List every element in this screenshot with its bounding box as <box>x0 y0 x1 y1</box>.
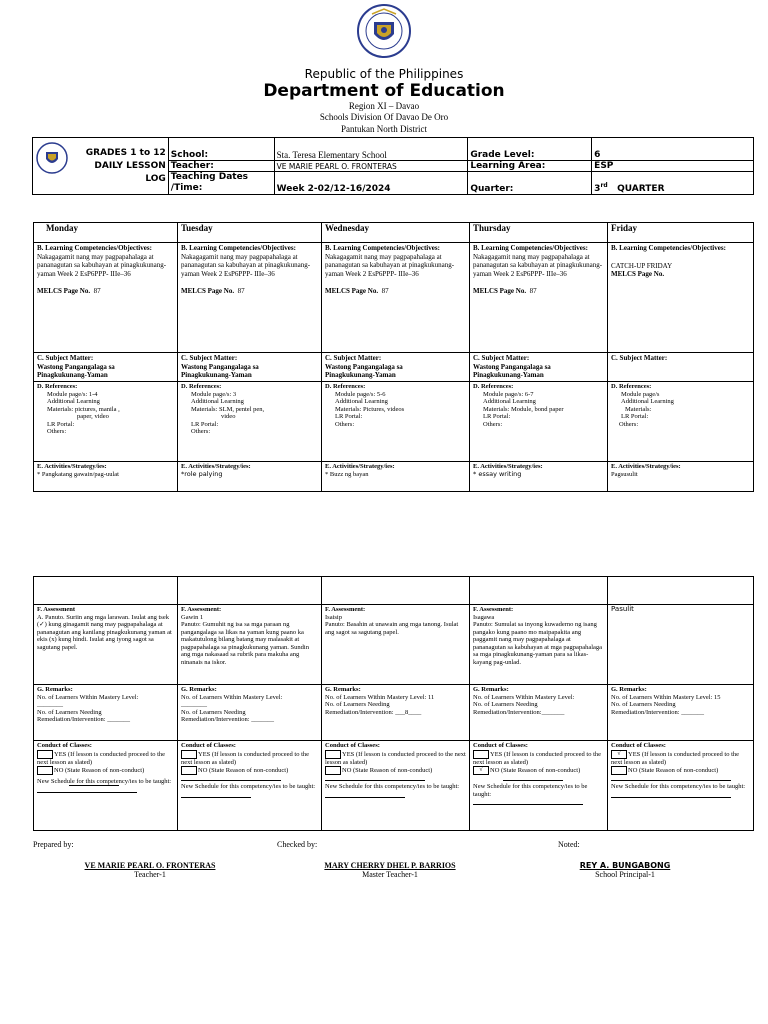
assessment-thursday-title: Isagawa <box>473 613 495 621</box>
checked-by-signature <box>300 861 480 879</box>
yes-checkbox[interactable] <box>37 750 53 759</box>
yes-option: YES (If lesson is conducted proceed to the next lesson as slated) <box>611 750 740 766</box>
mastery-label: No. of Learners Within Mastery Level: <box>37 693 139 701</box>
noted-by-signature <box>560 861 690 879</box>
activities-label: E. Activities/Strategy/ies: <box>181 463 251 470</box>
module-pages-thursday: 6-7 <box>524 390 534 398</box>
region-line: Region XI – Davao <box>348 101 420 111</box>
references-label: D. References: <box>37 383 78 390</box>
grade-level-label: Grade Level: <box>468 138 592 161</box>
activities-cell-friday <box>608 462 754 492</box>
references-label: D. References: <box>325 383 366 390</box>
melcs-label: MELCS Page No. <box>181 287 235 296</box>
no-option: NO (State Reason of non-conduct) <box>342 766 433 774</box>
conduct-label: Conduct of Classes: <box>473 742 528 749</box>
remarks-label: G. Remarks: <box>37 686 73 693</box>
teacher-label: Teacher: <box>168 161 274 172</box>
assessment-cell-friday <box>608 605 754 685</box>
schedule-line[interactable] <box>503 775 563 781</box>
objectives-text: Nakagagamit nang may pagpapahalaga at pananagutan sa kabuhayan at pinagkukunang-yaman Week 2 EsP6PPP- IIIe–36 <box>473 252 603 278</box>
activity-thursday: * essay writing <box>473 469 522 478</box>
activities-cell-tuesday <box>178 462 322 492</box>
references-label: D. References: <box>181 383 222 390</box>
melcs-page: 87 <box>529 287 537 296</box>
check-mark: √ <box>617 750 621 757</box>
materials-friday: Materials: <box>625 405 652 413</box>
others: Others: <box>619 420 639 428</box>
dll-title-line3: LOG <box>145 174 166 184</box>
module-prefix: Module page/s: <box>47 390 88 398</box>
no-option: NO (State Reason of non-conduct) <box>198 766 289 774</box>
materials-monday-line2: paper, <box>77 413 93 420</box>
no-checkbox[interactable] <box>325 766 341 775</box>
day-header-thursday: Thursday <box>470 223 608 243</box>
module-prefix: Module page/s: <box>483 390 524 398</box>
remarks-cell-wednesday <box>322 685 470 741</box>
grade-level-value: 6 <box>592 138 754 161</box>
melcs-label: MELCS Page No. <box>325 287 379 296</box>
assessment-thursday: Panuto: Sumulat sa inyong kuwaderno ng isang pangako kung paano mo maipapakita ang paggamit nang may pagpapahalaga at pananagutan sa kabuhayan at mga pagpapahalaga sa mga pinagkukunang-yaman para sa likas-kayang pag-unlad. <box>473 621 603 666</box>
quarter-value <box>592 172 754 195</box>
activities-cell-wednesday <box>322 462 470 492</box>
schedule-line[interactable] <box>611 791 731 798</box>
learning-area-value: ESP <box>592 161 754 172</box>
remarks-cell-thursday <box>470 685 608 741</box>
assessment-cell-tuesday <box>178 605 322 685</box>
assessment-tuesday: Panuto: Gumuhit ng isa sa mga paraan ng pangangalaga sa likas na yaman kung paano ka makatutulong bilang batang may malasakit at pagpapahalaga sa pinagkukunang yaman. Sundin ang mga nakasaad sa rubrik para makuha ang ninanais na iskor. <box>181 621 309 666</box>
yes-option: YES (If lesson is conducted proceed to the next lesson as slated) <box>325 750 466 766</box>
activities-label: E. Activities/Strategy/ies: <box>611 463 681 470</box>
blank-cell <box>34 577 178 605</box>
conduct-cell-wednesday <box>322 741 470 831</box>
subject-cell-thursday <box>470 353 608 382</box>
friday-module: Module page/s <box>621 390 660 398</box>
module-prefix: Module page/s: <box>191 390 232 398</box>
subject-line1: Wastong Pangangalaga sa <box>325 362 403 371</box>
mastery-label: No. of Learners Within Mastery Level: <box>325 693 427 701</box>
schedule-line[interactable] <box>325 775 425 781</box>
new-schedule: New Schedule for this competency/ies to be taught: <box>325 783 460 790</box>
deped-small-seal-logo <box>36 142 68 174</box>
lr-portal: LR Portal: <box>621 413 649 420</box>
conduct-cell-thursday <box>470 741 608 831</box>
schedule-line[interactable] <box>181 775 281 781</box>
quarter-word: QUARTER <box>617 184 665 194</box>
no-checkbox[interactable] <box>37 766 53 775</box>
objectives-cell-thursday <box>470 243 608 353</box>
others: Others: <box>483 420 503 428</box>
no-option: NO (State Reason of non-conduct) <box>628 766 719 774</box>
assessment-label: F. Assessment: <box>325 606 366 613</box>
remarks-cell-tuesday <box>178 685 322 741</box>
subject-label: C. Subject Matter: <box>37 354 94 362</box>
blank-cell <box>178 577 322 605</box>
dll-title-cell <box>33 138 169 195</box>
remediation-label: Remediation/Intervention: <box>37 716 106 723</box>
division-line: Schools Division Of Davao De Oro <box>319 112 449 122</box>
assessment-label: F. Assessment: <box>181 606 222 613</box>
lesson-info-table <box>32 137 754 195</box>
remarks-cell-friday <box>608 685 754 741</box>
prepared-by-label: Prepared by: <box>33 840 74 849</box>
subject-line1: Wastong Pangangalaga sa <box>37 362 115 371</box>
daily-lesson-table-bottom <box>33 576 754 831</box>
subject-line1: Wastong Pangangalaga sa <box>181 362 259 371</box>
subject-cell-friday <box>608 353 754 382</box>
checked-by-label: Checked by: <box>277 840 318 849</box>
objectives-cell-friday <box>608 243 754 353</box>
lr-portal: LR Portal: <box>47 420 75 428</box>
activity-friday: Pagsusulit <box>611 470 638 478</box>
check-mark: √ <box>479 767 483 773</box>
daily-lesson-table-top <box>33 222 754 492</box>
mastery-blank: ________ <box>37 701 63 708</box>
yes-checkbox[interactable] <box>181 750 197 759</box>
additional-learning: Additional Learning <box>335 398 388 405</box>
school-label: School: <box>168 138 274 161</box>
no-option: NO (State Reason of non-conduct) <box>54 766 145 774</box>
prepared-by-signature <box>60 861 240 879</box>
prepared-by-title: Teacher-1 <box>134 870 166 879</box>
materials-monday-line3: video <box>94 413 109 420</box>
lr-portal: LR Portal: <box>483 413 511 420</box>
materials-monday: Materials: pictures, manila , <box>47 405 120 413</box>
schedule-line[interactable] <box>181 791 251 798</box>
remediation-blank: _______ <box>107 716 130 723</box>
remediation-label: Remediation/Intervention: <box>325 708 394 716</box>
activity-tuesday: *role palying <box>181 469 223 478</box>
remarks-label: G. Remarks: <box>473 686 509 693</box>
quarter-number: 3 <box>594 184 601 194</box>
objectives-text: Nakagagamit nang may pagpapahalaga at pananagutan sa kabuhayan at pinagkukunang-yaman Week 2 EsP6PPP- IIIe–36 <box>325 252 455 278</box>
blank-cell <box>322 577 470 605</box>
assessment-friday: Pasulit <box>611 605 634 613</box>
module-pages-monday: 1-4 <box>88 390 98 398</box>
materials-tuesday: Materials: SLM, pentel pen, <box>191 405 265 413</box>
no-checkbox[interactable] <box>611 766 627 775</box>
mastery-value-wednesday: 11 <box>428 693 435 701</box>
assessment-cell-wednesday <box>322 605 470 685</box>
remediation-blank: _______ <box>681 708 704 716</box>
assessment-wednesday-title: Isaisip <box>325 613 342 621</box>
subject-line2: Pinagkukunang-Yaman <box>37 371 108 380</box>
dll-title-line2: DAILY LESSON <box>94 161 166 171</box>
department-heading: Department of Education <box>263 81 505 101</box>
assessment-label: F. Assessment: <box>473 606 514 613</box>
assessment-cell-monday <box>34 605 178 685</box>
assessment-tuesday-title: Gawin 1 <box>181 613 204 621</box>
schedule-line[interactable] <box>325 791 405 798</box>
schedule-line[interactable] <box>611 775 731 781</box>
references-cell-wednesday <box>322 382 470 462</box>
mastery-value-friday: 15 <box>714 693 721 701</box>
subject-line2: Pinagkukunang-Yaman <box>181 371 252 380</box>
references-label: D. References: <box>611 383 652 390</box>
mastery-blank: ________ <box>181 701 207 708</box>
melcs-label: MELCS Page No. <box>611 270 665 279</box>
objectives-cell-tuesday <box>178 243 322 353</box>
references-label: D. References: <box>473 383 514 390</box>
day-header-tuesday: Tuesday <box>178 223 322 243</box>
conduct-label: Conduct of Classes: <box>181 742 236 749</box>
teaching-dates-value: Week 2-02/12-16/2024 <box>274 172 468 195</box>
new-schedule: New Schedule for this competency/ies to be taught: <box>181 783 316 790</box>
subject-label: C. Subject Matter: <box>181 354 238 362</box>
module-prefix: Module page/s: <box>335 390 376 398</box>
remediation-value-wednesday: ___8____ <box>395 708 422 716</box>
assessment-wednesday: Panuto: Basahin at unawain ang mga tanong. Isulat ang sagot sa sagutang papel. <box>325 621 459 636</box>
objectives-label: B. Learning Competencies/Objectives: <box>37 244 152 252</box>
mastery-label: No. of Learners Within Mastery Level: <box>181 693 283 701</box>
remediation-label: Remediation/Intervention: <box>611 708 680 716</box>
subject-label: C. Subject Matter: <box>473 354 530 362</box>
no-checkbox[interactable] <box>181 766 197 775</box>
schedule-line[interactable] <box>473 798 583 805</box>
quarter-label: Quarter: <box>468 172 592 195</box>
dll-title-line1: GRADES 1 to 12 <box>85 148 166 158</box>
remediation-label: Remediation/Intervention: <box>473 708 542 716</box>
day-header-wednesday: Wednesday <box>322 223 470 243</box>
learning-area-label: Learning Area: <box>468 161 592 172</box>
teaching-dates-label <box>168 172 274 195</box>
conduct-label: Conduct of Classes: <box>325 742 380 749</box>
needing-label: No. of Learners Needing <box>611 701 676 708</box>
references-cell-tuesday <box>178 382 322 462</box>
teaching-dates-label-line2: /Time: <box>170 183 203 193</box>
objectives-cell-wednesday <box>322 243 470 353</box>
activities-cell-monday <box>34 462 178 492</box>
materials-thursday: Materials: Module, bond paper <box>483 405 564 413</box>
activities-label: E. Activities/Strategy/ies: <box>325 463 395 470</box>
new-schedule: New Schedule for this competency/ies to be taught: <box>473 783 588 798</box>
materials-wednesday: Materials: Pictures, videos <box>335 405 405 413</box>
conduct-cell-friday <box>608 741 754 831</box>
objectives-label: B. Learning Competencies/Objectives: <box>325 244 440 252</box>
subject-line2: Pinagkukunang-Yaman <box>325 371 396 380</box>
subject-cell-tuesday <box>178 353 322 382</box>
blank-cell <box>470 577 608 605</box>
conduct-cell-monday <box>34 741 178 831</box>
activities-cell-thursday <box>470 462 608 492</box>
melcs-page: 87 <box>237 287 245 296</box>
assessment-cell-thursday <box>470 605 608 685</box>
additional-learning: Additional Learning <box>47 398 100 405</box>
yes-option: YES (If lesson is conducted proceed to the next lesson as slated) <box>181 750 310 766</box>
activities-label: E. Activities/Strategy/ies: <box>473 463 543 470</box>
remediation-blank: _______ <box>541 708 565 716</box>
mastery-label: No. of Learners Within Mastery Level: <box>611 693 713 701</box>
checked-by-title: Master Teacher-1 <box>362 870 418 879</box>
day-header-friday: Friday <box>608 223 754 243</box>
school-value: Sta. Teresa Elementary School <box>274 138 468 161</box>
day-header-monday: Monday <box>34 223 178 243</box>
remarks-label: G. Remarks: <box>325 686 361 693</box>
objectives-label: B. Learning Competencies/Objectives: <box>611 244 726 252</box>
new-schedule: New Schedule for this competency/ies to be taught: <box>611 783 746 790</box>
quarter-suffix: rd <box>600 182 608 189</box>
yes-checkbox-checked[interactable] <box>611 750 627 759</box>
activity-monday: * Pangkatang gawain/pag-uulat <box>37 470 119 478</box>
noted-label: Noted: <box>558 840 580 849</box>
subject-label: C. Subject Matter: <box>325 354 382 362</box>
lr-portal: LR Portal: <box>191 420 219 428</box>
additional-learning: Additional Learning <box>191 398 244 405</box>
mastery-label: No. of Learners Within Mastery Level: <box>473 693 575 701</box>
teacher-value: VE MARIE PEARL O. FRONTERAS <box>274 161 468 172</box>
yes-checkbox[interactable] <box>473 750 489 759</box>
needing-label: No. of Learners Needing <box>473 701 538 708</box>
conduct-label: Conduct of Classes: <box>37 742 92 749</box>
objectives-text: Nakagagamit nang may pagpapahalaga at pananagutan sa kabuhayan at pinagkukunang-yaman Week 2 EsP6PPP- IIIe–36 <box>181 252 311 278</box>
remarks-label: G. Remarks: <box>611 686 647 693</box>
activity-wednesday: * Buzz ng bayan <box>325 470 369 478</box>
needing-label: No. of Learners Needing <box>37 708 102 716</box>
new-schedule: New Schedule for this competency/ies to be taught: <box>37 778 172 785</box>
melcs-page: 87 <box>381 287 389 296</box>
others: Others: <box>191 428 211 435</box>
remarks-cell-monday <box>34 685 178 741</box>
yes-checkbox[interactable] <box>325 750 341 759</box>
others: Others: <box>47 428 67 435</box>
objectives-cell-monday <box>34 243 178 353</box>
others: Others: <box>335 420 355 428</box>
remediation-blank: _______ <box>251 716 274 723</box>
objectives-label: B. Learning Competencies/Objectives: <box>473 244 588 252</box>
blank-cell <box>608 577 754 605</box>
subject-line2: Pinagkukunang-Yaman <box>473 371 544 380</box>
subject-line1: Wastong Pangangalaga sa <box>473 362 551 371</box>
references-cell-monday <box>34 382 178 462</box>
remarks-label: G. Remarks: <box>181 686 217 693</box>
conduct-label: Conduct of Classes: <box>611 742 666 749</box>
checked-by-name: MARY CHERRY DHEL P. BARRIOS <box>324 861 456 870</box>
subject-label: C. Subject Matter: <box>611 354 668 362</box>
assessment-monday: A. Panuto. Suriin ang mga larawan. Isulat ang tsek (✓) kung ginagamit nang may pagpapahalaga at pananagutan ang kanilang pinagkukunang yaman at ekis (x) kung hindi. Isulat ang iyong sagot sa sagutang papel. <box>37 613 172 651</box>
prepared-by-name: VE MARIE PEARL O. FRONTERAS <box>84 861 216 870</box>
no-checkbox-checked[interactable] <box>473 766 489 775</box>
references-cell-friday <box>608 382 754 462</box>
needing-label: No. of Learners Needing <box>325 701 390 708</box>
assessment-label: F. Assessment <box>37 606 76 613</box>
schedule-line[interactable] <box>37 786 137 793</box>
noted-by-name: REY A. BUNGABONG <box>579 861 671 870</box>
additional-learning: Additional Learning <box>621 398 674 405</box>
objectives-label: B. Learning Competencies/Objectives: <box>181 244 296 252</box>
republic-heading: Republic of the Philippines <box>304 67 464 81</box>
remediation-label: Remediation/Intervention: <box>181 716 250 723</box>
lr-portal: LR Portal: <box>335 413 363 420</box>
catch-up-friday: CATCH-UP FRIDAY <box>611 261 673 270</box>
materials-tuesday-line2: video <box>221 413 236 420</box>
needing-label: No. of Learners Needing <box>181 708 246 716</box>
no-option: NO (State Reason of non-conduct) <box>490 766 581 774</box>
subject-cell-wednesday <box>322 353 470 382</box>
yes-option: YES (If lesson is conducted proceed to the next lesson as slated) <box>473 750 602 766</box>
conduct-cell-tuesday <box>178 741 322 831</box>
module-pages-wednesday: 5-6 <box>376 390 386 398</box>
additional-learning: Additional Learning <box>483 398 536 405</box>
yes-option: YES (If lesson is conducted proceed to the next lesson as slated) <box>37 750 166 766</box>
references-cell-thursday <box>470 382 608 462</box>
activities-label: E. Activities/Strategy/ies: <box>37 463 107 470</box>
noted-by-title: School Principal-1 <box>595 870 655 879</box>
subject-cell-monday <box>34 353 178 382</box>
district-line: Pantukan North District <box>341 124 427 134</box>
melcs-label: MELCS Page No. <box>473 287 527 296</box>
melcs-label: MELCS Page No. <box>37 287 91 296</box>
module-pages-tuesday: 3 <box>232 390 237 398</box>
deped-seal-logo <box>357 2 411 60</box>
teaching-dates-label-line1: Teaching Dates <box>170 172 249 182</box>
objectives-text: Nakagagamit nang may pagpapahalaga at pananagutan sa kabuhayan at pinagkukunang-yaman Week 2 EsP6PPP- IIIe–36 <box>37 252 167 278</box>
melcs-page: 87 <box>93 287 101 296</box>
